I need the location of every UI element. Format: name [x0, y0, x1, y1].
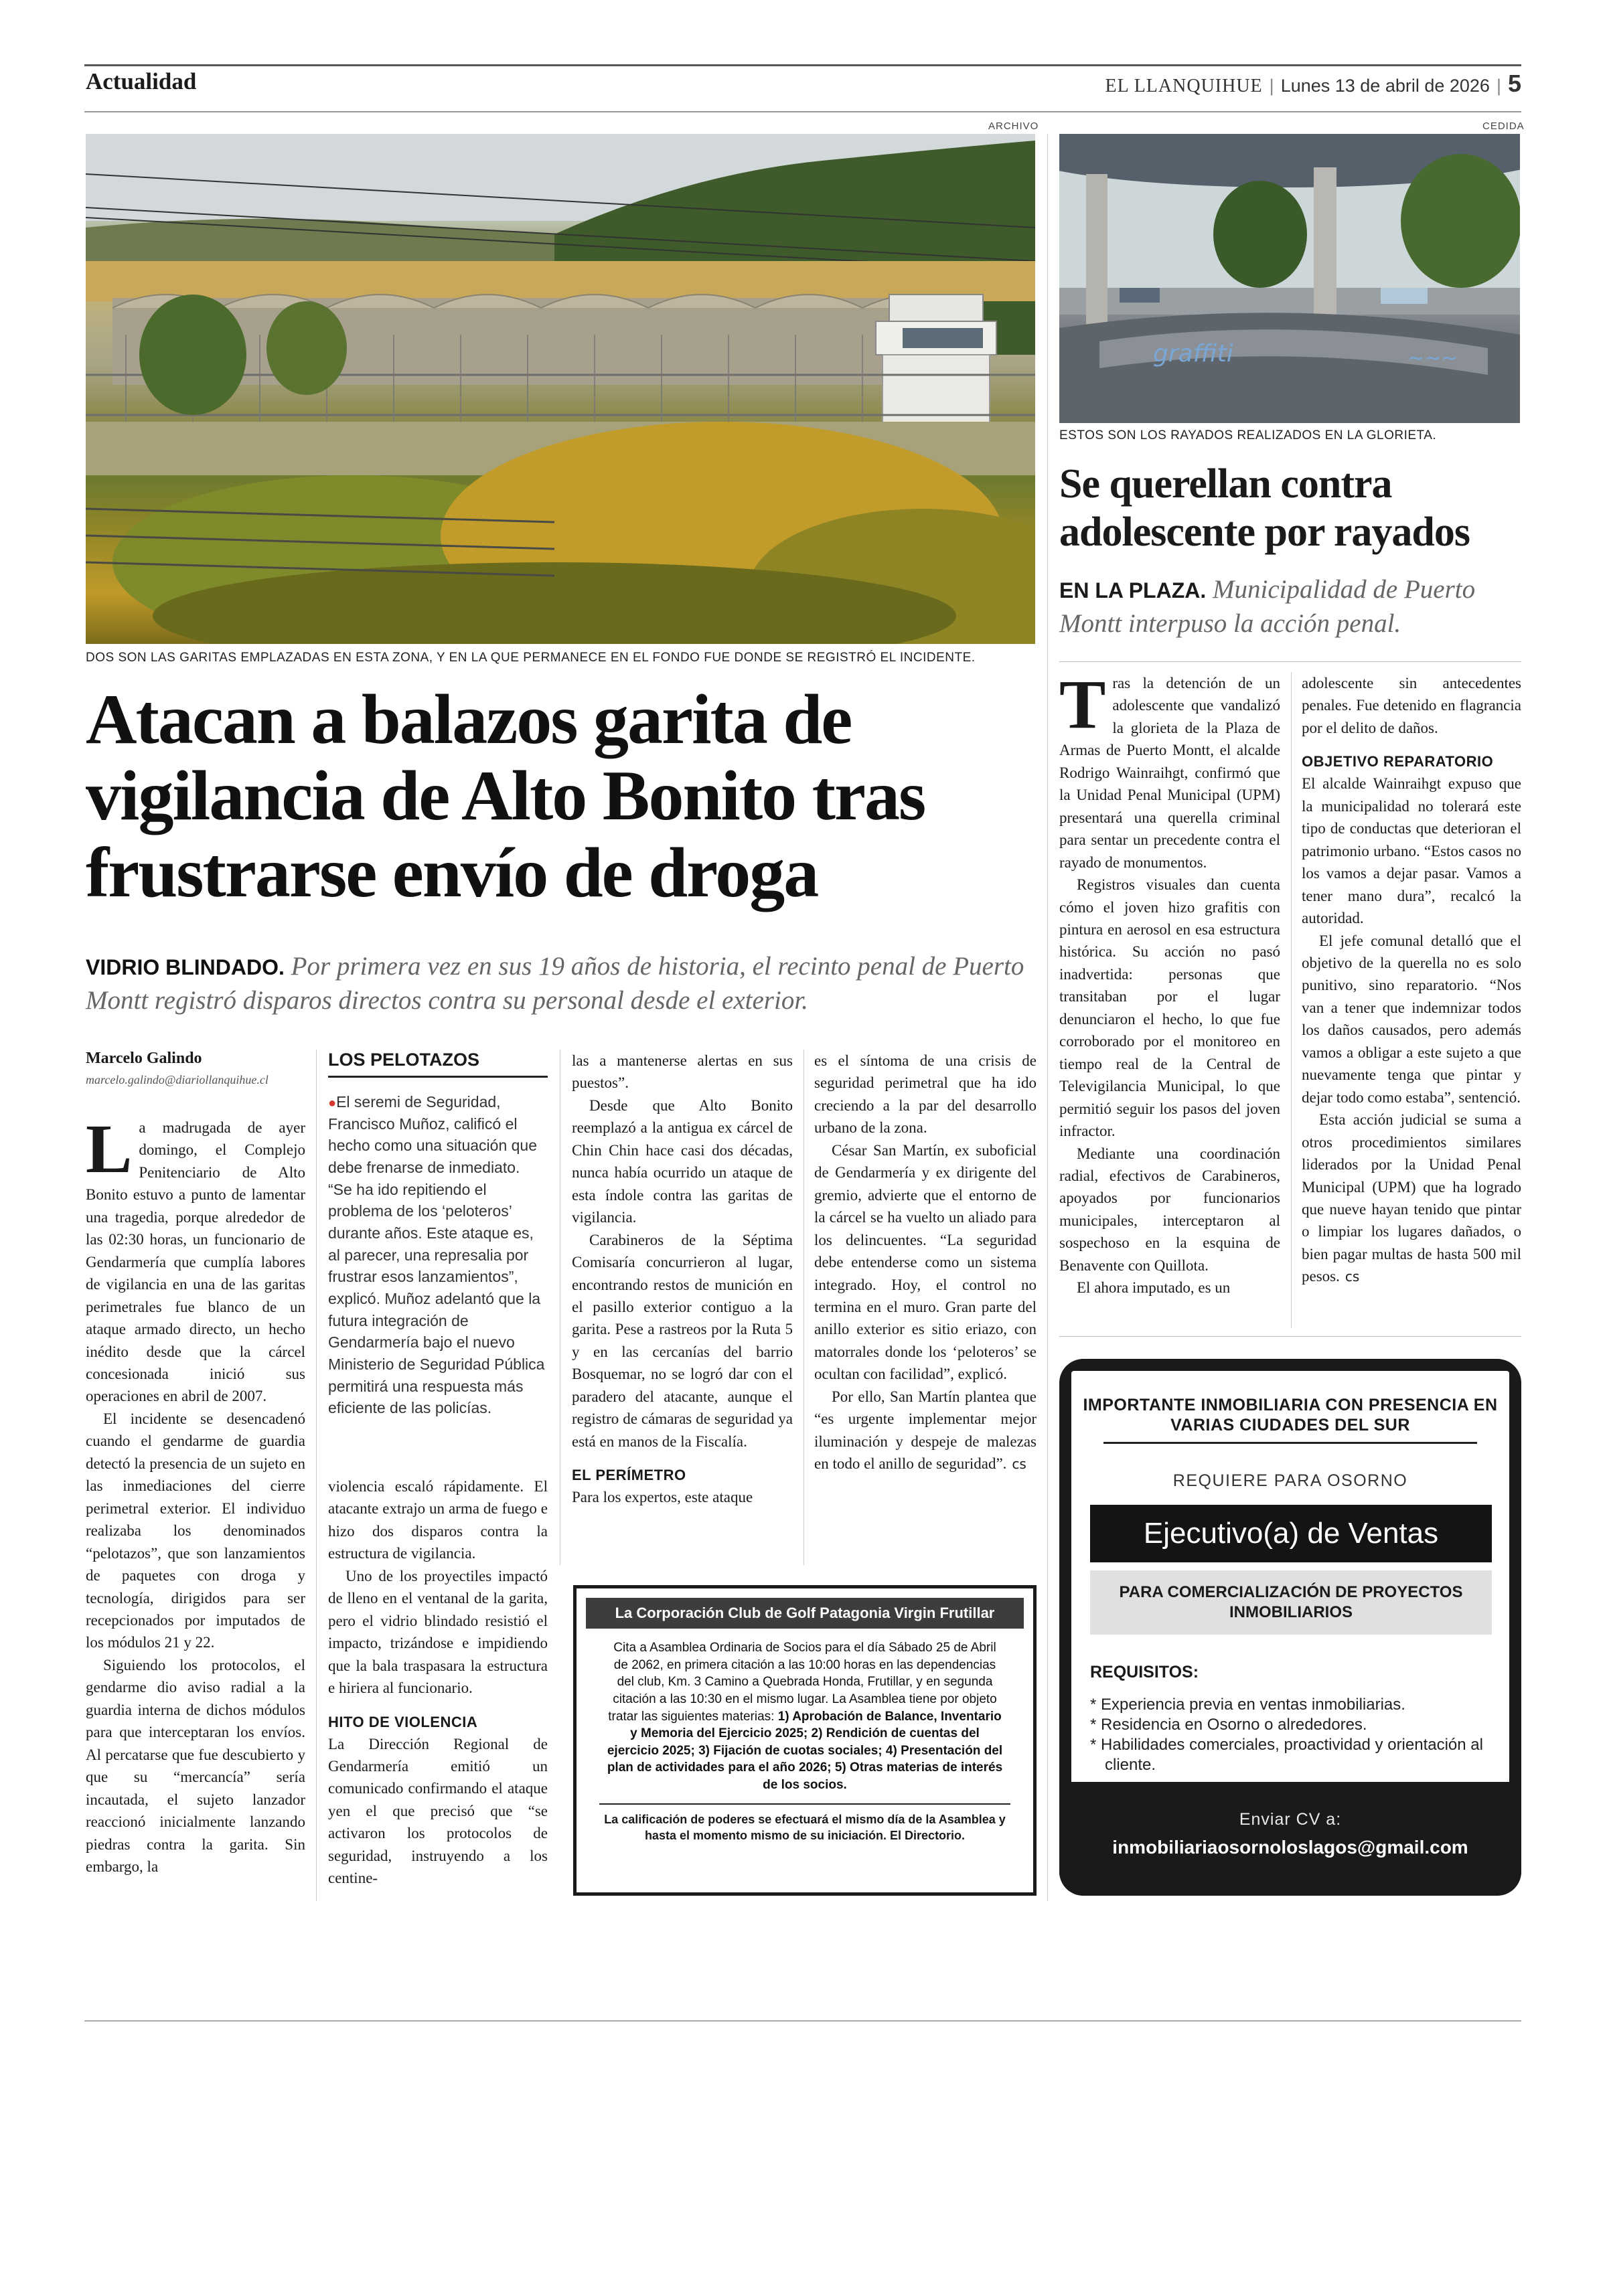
glorieta-photo-illustration	[1059, 134, 1520, 423]
job-ad-send-label: Enviar CV a:	[1239, 1810, 1342, 1829]
subhead: OBJETIVO REPARATORIO	[1302, 753, 1494, 770]
paragraph: El jefe comunal detalló que el objetivo de la querella no es solo punitivo, sino reparatorio. “Nos van a tener que indemnizar todos los daños causados, pero además vamos a obligar a este sujeto a que nuevamente tenga que pintar y dejar todo como estaba”, sentenció.	[1302, 932, 1521, 1106]
divider	[1059, 1336, 1521, 1337]
notice-footer: La calificación de poderes se efectuará el mismo día de la Asamblea y hasta el momento mismo de su iniciación. El Directorio.	[599, 1803, 1010, 1844]
end-mark-icon: cs	[1345, 1268, 1360, 1285]
sidebar-body: El seremi de Seguridad, Francisco Muñoz, calificó el hecho como una situación que debe frenarse de inmediato. “Se ha ido repitiendo el problema de los ‘peloteros’ durante años. Este ataque es, al parecer, una represalia por frustrar esos lanzamientos”, explicó. Muñoz adelantó que la futura integración de Gendarmería bajo el nuevo Ministerio de Seguridad Pública permitirá una respuesta más eficiente de las policías.	[328, 1093, 545, 1417]
prison-photo-illustration	[86, 134, 1035, 644]
paragraph: Desde que Alto Bonito reemplazó a la antigua ex cárcel de Chin Chin hace casi dos décadas, nunca había ocurrido un ataque de esta índole contra las garitas de vigilancia.	[572, 1096, 793, 1226]
paragraph: adolescente sin antecedentes penales. Fue detenido en flagrancia por el delito de daños.	[1302, 675, 1521, 736]
job-ad-email[interactable]: inmobiliariaosornoloslagos@gmail.com	[1112, 1837, 1468, 1858]
sidebar-text	[328, 1091, 548, 1419]
dropcap: L	[86, 1111, 133, 1187]
main-kicker	[86, 949, 1050, 1018]
main-kicker-lead: VIDRIO BLINDADO.	[86, 955, 285, 979]
sidebar-title: LOS PELOTAZOS	[328, 1050, 548, 1078]
dropcap: T	[1059, 666, 1106, 743]
job-ad-header: IMPORTANTE INMOBILIARIA CON PRESENCIA EN VARIAS CIUDADES DEL SUR	[1083, 1396, 1498, 1434]
header-rule-top	[84, 64, 1521, 66]
paragraph: Mediante una coordinación radial, efectivos de Carabineros, apoyados por funcionarios municipales, interceptaron al sospechoso en la esquina de Benavente con Quillota.	[1059, 1145, 1280, 1274]
divider	[1059, 661, 1521, 662]
paragraph: Por ello, San Martín plantea que “es urgente implementar mejor iluminación y despeje de malezas en todo el anillo de seguridad”. cs	[814, 1388, 1037, 1473]
second-article-column-1	[1059, 666, 1280, 1299]
paragraph: El incidente se desencadenó cuando el gendarme de guardia detectó la presencia de un sujeto en las inmediaciones del cierre perimetral exterior. El individuo realizaba los denominados “pelotazos”, que son lanzamientos de paquetes con droga y tecnología, dirigidos para ser recepcionados por imputados de los módulos 21 y 22.	[86, 1410, 305, 1651]
paragraph: La Dirección Regional de Gendarmería emitió un comunicado confirmando el ataque yen el que precisó que “se activaron los protocolos de seguridad, instruyendo a los centine-	[328, 1735, 548, 1887]
glorieta-photo	[1059, 134, 1520, 423]
paragraph: El alcalde Wainraihgt expuso que la municipalidad no tolerará este tipo de conductas que deterioran el patrimonio urbano. “Estos casos no los vamos a dejar pasar. Vamos a tener mano dura”, recalcó la autoridad.	[1302, 775, 1521, 927]
list-item: * Residencia en Osorno o alrededores.	[1090, 1716, 1367, 1734]
issue-date: Lunes 13 de abril de 2026	[1280, 76, 1490, 96]
prison-photo	[86, 134, 1035, 644]
subhead: EL PERÍMETRO	[572, 1467, 686, 1484]
second-article-column-2	[1302, 672, 1521, 1288]
svg-text:~~~: ~~~	[1407, 347, 1458, 370]
list-item: * Experiencia previa en ventas inmobiliarias.	[1090, 1696, 1405, 1714]
main-article-column-2	[328, 1475, 548, 1890]
paragraph: El ahora imputado, es un	[1077, 1279, 1231, 1297]
notice-title: La Corporación Club de Golf Patagonia Virgin Frutillar	[586, 1598, 1024, 1629]
column-divider	[316, 1050, 317, 1901]
paragraph: es el síntoma de una crisis de seguridad perimetral que ha ido creciendo a la par del desarrollo urbano de la zona.	[814, 1052, 1037, 1137]
job-ad	[1059, 1359, 1521, 1896]
publication-name: EL LLANQUIHUE	[1105, 76, 1263, 96]
job-ad-requirements-label: REQUISITOS:	[1090, 1663, 1199, 1682]
paragraph: Siguiendo los protocolos, el gendarme dio aviso radial a la guardia interna de dichos módulos para que interceptaran los envíos. Al percatarse que fue descubierto y que su “mercancía” sería incautada, el sujeto lanzador reaccionó inicialmente lanzando piedras contra la garita. Sin embargo, la	[86, 1656, 305, 1875]
photo-caption-1: DOS SON LAS GARITAS EMPLAZADAS EN ESTA ZONA, Y EN LA QUE PERMANECE EN EL FONDO FUE DONDE SE REGISTRÓ EL INCIDENTE.	[86, 651, 976, 665]
paragraph: las a mantenerse alertas en sus puestos”.	[572, 1052, 793, 1092]
main-article-column-3	[572, 1050, 793, 1509]
paragraph: Para los expertos, este ataque	[572, 1489, 753, 1506]
paragraph: a madrugada de ayer domingo, el Complejo Penitenciario de Alto Bonito estuvo a punto de lamentar una tragedia, porque alrededor de las 02:30 horas, un funcionario de Gendarmería que cumplía labores de vigilancia en una de las garitas perimetrales fue blanco de un ataque armado directo, un hecho inédito desde que la cárcel concesionada inició sus operaciones en abril de 2007.	[86, 1119, 305, 1405]
footer-rule	[84, 2020, 1521, 2022]
paragraph: Registros visuales dan cuenta cómo el joven hizo grafitis con pintura en aerosol en esa estructura histórica. Su acción no pasó inadvertida: personas que transitaban por el lugar denunciaron el hecho, lo que fue corroborado por el monitoreo en tiempo real de la Central de Televigilancia Municipal, lo que permitió seguir los pasos del joven infractor.	[1059, 876, 1280, 1140]
golf-club-notice	[573, 1585, 1037, 1896]
paragraph: Esta acción judicial se suma a otros procedimientos similares liderados por la Unidad Penal Municipal (UPM) que ha logrado que nueve hayan tenido que pintar o limpiar los lugares dañados, o bien pagar multas de hasta 500 mil pesos. cs	[1302, 1111, 1521, 1285]
section-title: Actualidad	[86, 68, 197, 94]
job-ad-purpose: PARA COMERCIALIZACIÓN DE PROYECTOS INMOBILIARIOS	[1090, 1570, 1492, 1635]
job-ad-panel	[1071, 1371, 1509, 1884]
paragraph: Carabineros de la Séptima Comisaría concurrieron al lugar, encontrando restos de munición en el pasillo exterior contiguo a la garita. Pese a rastreos por la Ruta 5 y en las cercanías del barrio Bosquemar, no se logró dar con el paradero del atacante, aunque el registro de cámaras de seguridad ya está en manos de la Fiscalía.	[572, 1231, 793, 1450]
end-mark-icon: cs	[1012, 1456, 1026, 1473]
bullet-icon: ●	[328, 1096, 337, 1111]
svg-text:graffiti: graffiti	[1153, 340, 1233, 367]
notice-items: 1) Aprobación de Balance, Inventario y Memoria del Ejercicio 2025; 2) Rendición de cuentas del ejercicio 2025; 3) Fijación de cuotas sociales; 4) Presentación del plan de actividades para el año 2026; 5) Otras materias de interés de los socios.	[607, 1709, 1003, 1793]
photo-caption-2: ESTOS SON LOS RAYADOS REALIZADOS EN LA GLORIETA.	[1059, 428, 1437, 442]
column-divider	[1291, 672, 1292, 1328]
job-ad-requires: REQUIERE PARA OSORNO	[1172, 1471, 1408, 1490]
main-article-column-4	[814, 1050, 1037, 1475]
list-item: * Habilidades comerciales, proactividad y orientación al cliente.	[1090, 1736, 1483, 1774]
author-name: Marcelo Galindo	[86, 1050, 202, 1067]
main-kicker-text: Por primera vez en sus 19 años de historia, el recinto penal de Puerto Montt registró disparos directos contra su personal desde el exterior.	[86, 952, 1024, 1015]
notice-body: Cita a Asamblea Ordinaria de Socios para el día Sábado 25 de Abril de 2062, en primera citación a las 10:00 horas en las dependencias del club, Km. 3 Camino a Quebrada Honda, Frutillar, y en segunda citación a las 10:30 en el mismo lugar. La Asamblea tiene por objeto tratar las siguientes materias: 1) Aprobación de Balance, Inventario y Memoria del Ejercicio 2025; 2) Rendición de cuentas del ejercicio 2025; 3) Fijación de cuotas sociales; 4) Presentación del plan de actividades para el año 2026; 5) Otras materias de interés de los socios.	[607, 1641, 1003, 1793]
page-number: 5	[1507, 70, 1521, 97]
column-divider	[1047, 134, 1048, 1901]
paragraph: Uno de los proyectiles impactó de lleno en el ventanal de la garita, pero el vidrio blindado resistió el impacto, trizándose e impidiendo que la bala traspasara la estructura e hiriera al funcionario.	[328, 1567, 548, 1697]
photo-credit-1: ARCHIVO	[988, 120, 1039, 132]
header-rule-bottom	[84, 111, 1521, 112]
main-article-column-1	[86, 1111, 305, 1878]
job-ad-rule	[1103, 1442, 1477, 1444]
job-ad-requirements	[1090, 1695, 1492, 1775]
main-headline: Atacan a balazos garita de vigilancia de Alto Bonito tras frustrarse envío de droga	[86, 680, 925, 912]
second-kicker	[1059, 573, 1528, 641]
job-ad-footer	[1059, 1782, 1521, 1896]
second-kicker-lead: EN LA PLAZA.	[1059, 578, 1207, 602]
author-email[interactable]: marcelo.galindo@diariollanquihue.cl	[86, 1073, 269, 1086]
subhead: HITO DE VIOLENCIA	[328, 1713, 478, 1730]
paragraph: violencia escaló rápidamente. El atacante extrajo un arma de fuego e hizo dos disparos contra la estructura de vigilancia.	[328, 1478, 548, 1562]
job-ad-role: Ejecutivo(a) de Ventas	[1090, 1505, 1492, 1562]
second-headline: Se querellan contra adolescente por rayados	[1059, 461, 1470, 555]
masthead: EL LLANQUIHUE | Lunes 13 de abril de 2026 | 5	[1105, 70, 1521, 97]
paragraph: César San Martín, ex suboficial de Gendarmería y ex dirigente del gremio, advierte que el entorno de la cárcel se ha vuelto un aliado para los delincuentes. “La seguridad debe entenderse como un sistema integrado. Hoy, el control no termina en el muro. Gran parte del anillo exterior es sitio eriazo, con matorrales donde los ‘peloteros’ se ocultan con facilidad”, explicó.	[814, 1141, 1037, 1383]
photo-credit-2: CEDIDA	[1482, 120, 1525, 132]
second-kicker-text: Municipalidad de Puerto Montt interpuso la acción penal.	[1059, 575, 1476, 638]
paragraph: ras la detención de un adolescente que vandalizó la glorieta de la Plaza de Armas de Puerto Montt, el alcalde Rodrigo Wainraihgt, confirmó que la Unidad Penal Municipal (UPM) presentará una querella criminal para sentar un precedente contra el rayado de monumentos.	[1059, 675, 1280, 871]
